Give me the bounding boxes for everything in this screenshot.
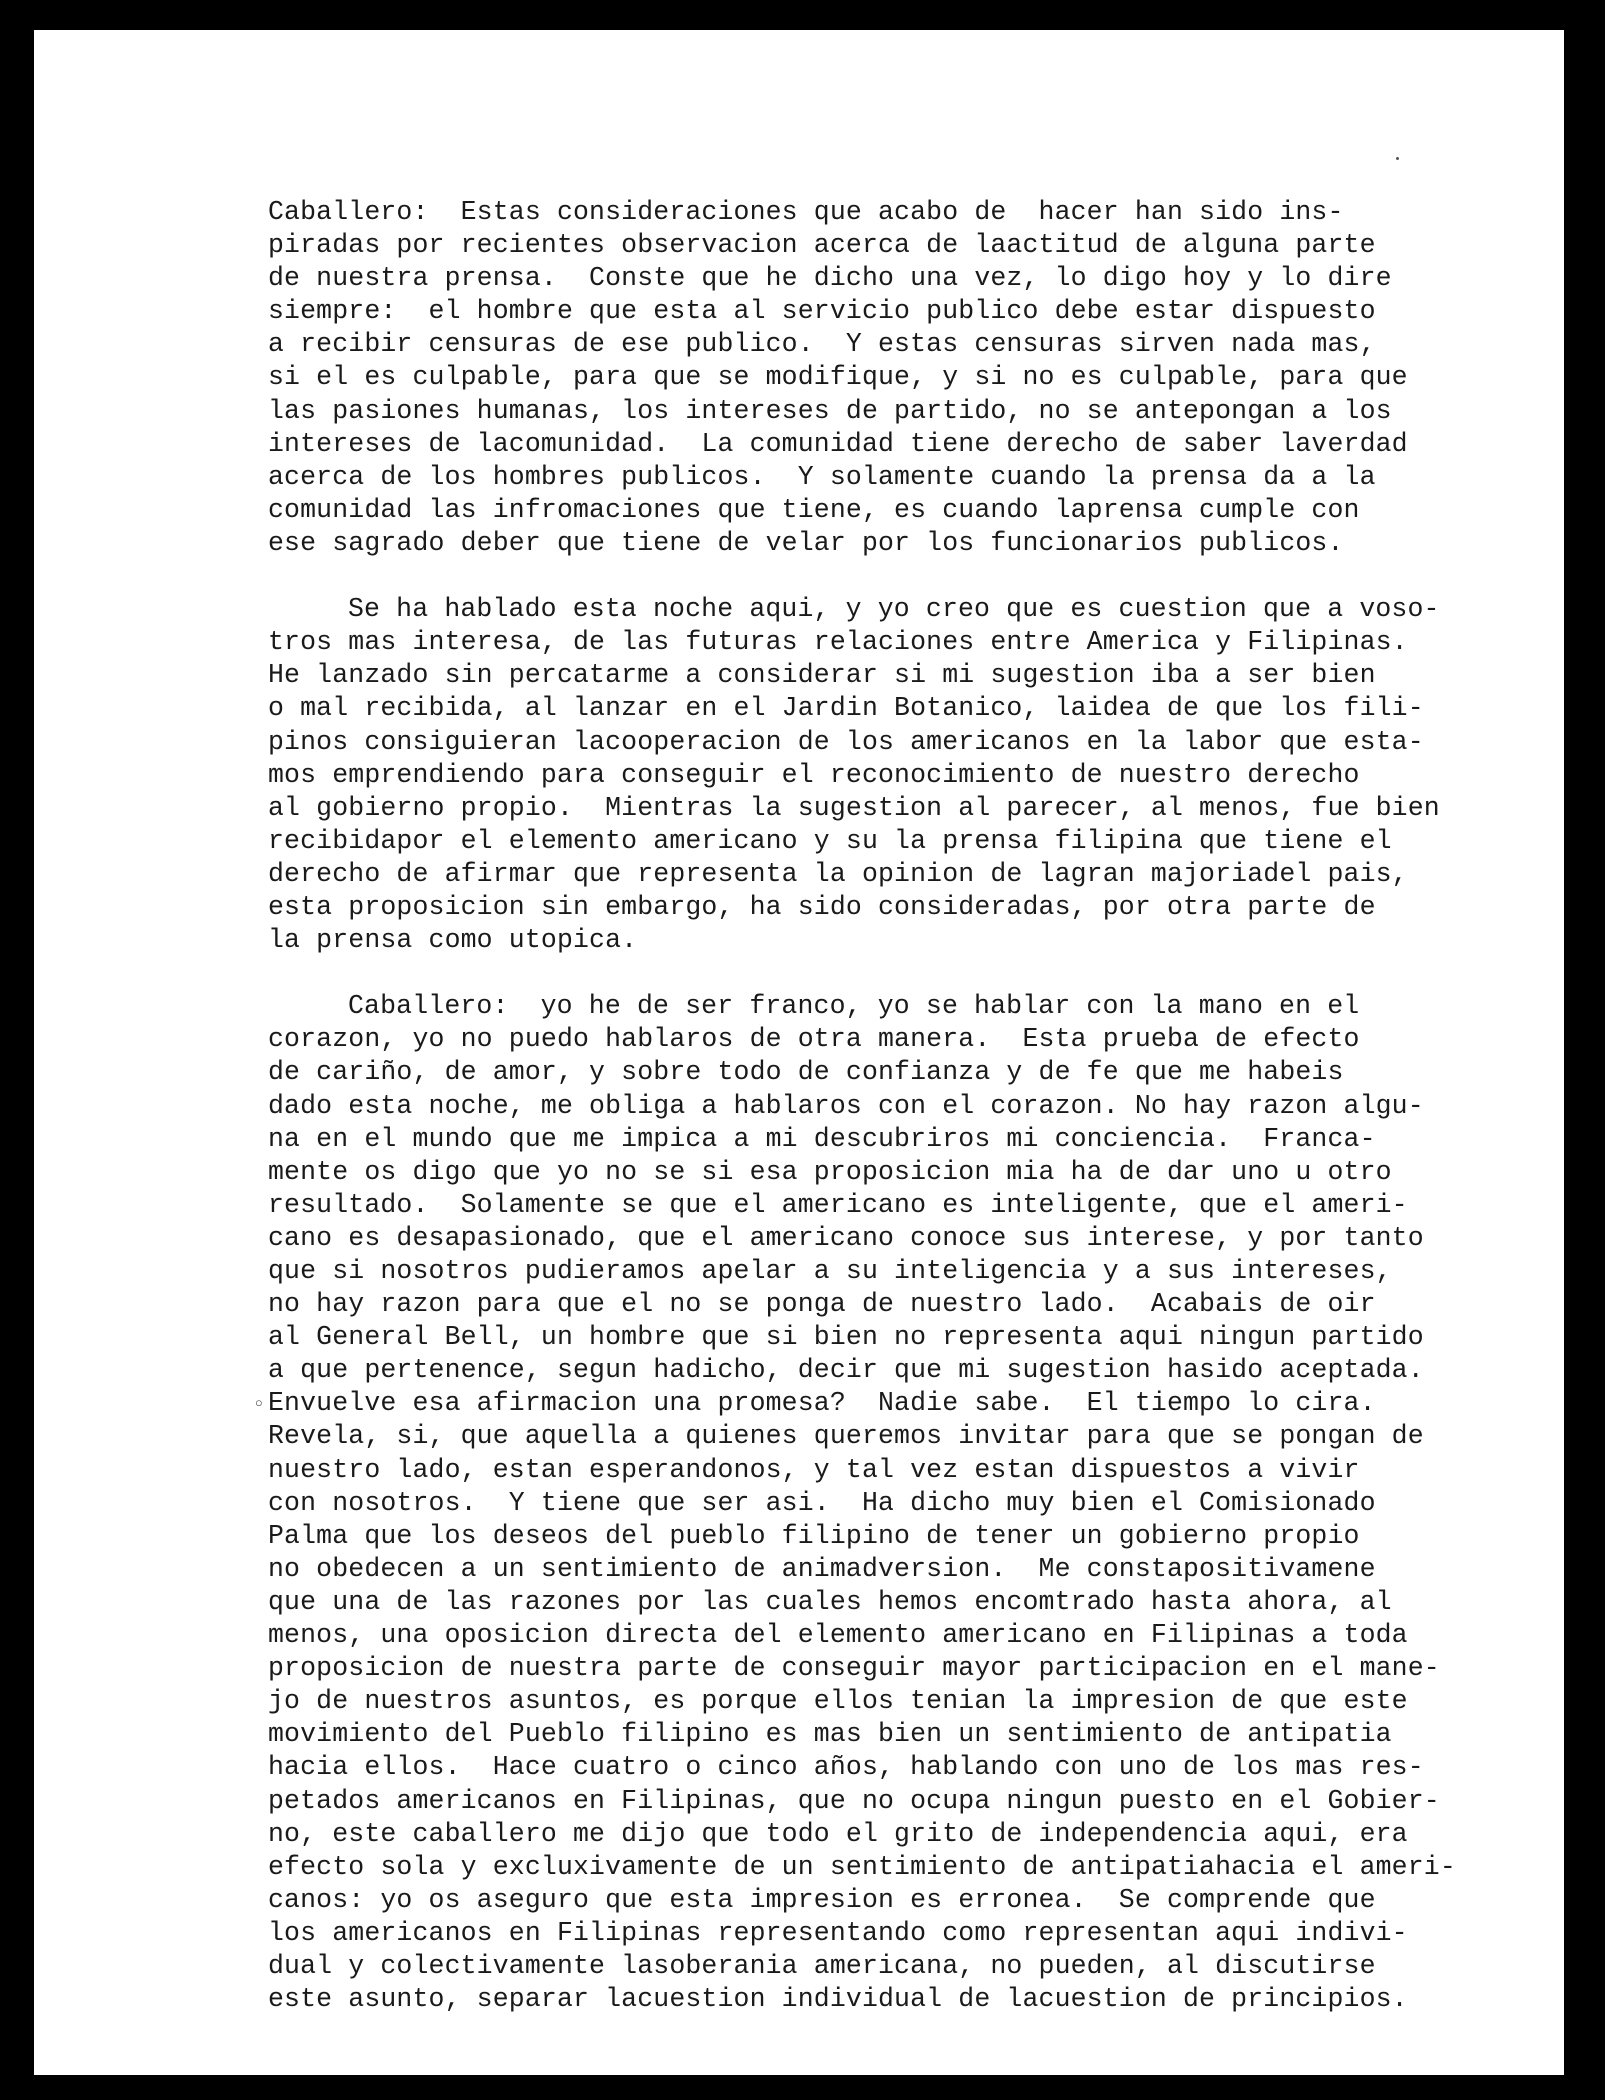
text-line: de nuestra prensa. Conste que he dicho una vez, lo digo hoy y lo dire [268, 263, 1392, 294]
paragraph-2 [268, 593, 1468, 957]
text-line: Palma que los deseos del pueblo filipino de tener un gobierno propio [268, 1520, 1360, 1551]
text-line: comunidad las infromaciones que tiene, es cuando laprensa cumple con [268, 494, 1360, 525]
text-line: cano es desapasionado, que el americano conoce sus interese, y por tanto [268, 1222, 1424, 1253]
text-line: tros mas interesa, de las futuras relaciones entre America y Filipinas. [268, 627, 1408, 658]
text-line: que si nosotros pudieramos apelar a su inteligencia y a sus intereses, [268, 1256, 1392, 1286]
text-line: efecto sola y excluxivamente de un sentimiento de antipatiahacia el ameri- [268, 1851, 1456, 1882]
text-line: jo de nuestros asuntos, es porque ellos tenian la impresion de que este [268, 1686, 1408, 1717]
text-line: este asunto, separar lacuestion individual de lacuestion de principios. [268, 1984, 1408, 2015]
text-line: menos, una oposicion directa del elemento americano en Filipinas a toda [268, 1620, 1408, 1651]
text-line: no obedecen a un sentimiento de animadversion. Me constapositivamene [268, 1553, 1376, 1584]
text-line: a que pertenence, segun hadicho, decir que mi sugestion hasido aceptada. [268, 1355, 1424, 1386]
text-line: petados americanos en Filipinas, que no ocupa ningun puesto en el Gobier- [268, 1785, 1440, 1816]
text-line: a recibir censuras de ese publico. Y estas censuras sirven nada mas, [268, 329, 1376, 360]
text-line: de cariño, de amor, y sobre todo de confianza y de fe que me habeis [268, 1057, 1344, 1088]
text-line: Caballero: yo he de ser franco, yo se hablar con la mano en el [348, 991, 1360, 1022]
paper-speck [1396, 157, 1399, 160]
text-line: los americanos en Filipinas representando como representan aqui indivi- [268, 1917, 1408, 1948]
text-line: al General Bell, un hombre que si bien no representa aqui ningun partido [268, 1322, 1424, 1353]
text-line: ese sagrado deber que tiene de velar por los funcionarios publicos. [268, 527, 1344, 558]
text-line: Se ha hablado esta noche aqui, y yo creo que es cuestion que a voso- [348, 594, 1440, 625]
text-line: na en el mundo que me impica a mi descubriros mi conciencia. Franca- [268, 1123, 1376, 1154]
text-line: dado esta noche, me obliga a hablaros con el corazon. No hay razon algu- [268, 1090, 1424, 1121]
text-line: que una de las razones por las cuales hemos encomtrado hasta ahora, al [268, 1586, 1392, 1617]
document-body [268, 196, 1468, 2016]
text-line: esta proposicion sin embargo, ha sido consideradas, por otra parte de [268, 891, 1376, 922]
text-line: no hay razon para que el no se ponga de nuestro lado. Acabais de oir [268, 1289, 1376, 1320]
text-line: siempre: el hombre que esta al servicio publico debe estar dispuesto [268, 296, 1376, 327]
text-line: Revela, si, que aquella a quienes queremos invitar para que se pongan de [268, 1421, 1424, 1452]
margin-mark: ○ [255, 1396, 263, 1411]
text-line: al gobierno propio. Mientras la sugestion al parecer, al menos, fue bien [268, 792, 1440, 823]
text-line: pinos consiguieran lacooperacion de los americanos en la labor que esta- [268, 726, 1424, 757]
text-line: Envuelve esa afirmacion una promesa? Nadie sabe. El tiempo lo cira. [268, 1388, 1376, 1419]
text-line: con nosotros. Y tiene que ser asi. Ha dicho muy bien el Comisionado [268, 1487, 1376, 1518]
text-line: hacia ellos. Hace cuatro o cinco años, hablando con uno de los mas res- [268, 1752, 1424, 1783]
text-line: proposicion de nuestra parte de conseguir mayor participacion en el mane- [268, 1653, 1440, 1684]
text-line: dual y colectivamente lasoberania americana, no pueden, al discutirse [268, 1950, 1376, 1981]
text-line: la prensa como utopica. [268, 925, 638, 956]
text-line: mos emprendiendo para conseguir el reconocimiento de nuestro derecho [268, 759, 1360, 790]
text-line: recibidapor el elemento americano y su la prensa filipina que tiene el [268, 825, 1392, 856]
text-line: nuestro lado, estan esperandonos, y tal vez estan dispuestos a vivir [268, 1454, 1360, 1485]
paragraph-1 [268, 196, 1468, 560]
text-line: no, este caballero me dijo que todo el grito de independencia aqui, era [268, 1818, 1408, 1849]
text-line: las pasiones humanas, los intereses de partido, no se antepongan a los [268, 395, 1392, 426]
text-line: canos: yo os aseguro que esta impresion es erronea. Se comprende que [268, 1884, 1376, 1915]
text-line: derecho de afirmar que representa la opinion de lagran majoriadel pais, [268, 858, 1408, 889]
text-line: acerca de los hombres publicos. Y solamente cuando la prensa da a la [268, 461, 1376, 492]
text-line: piradas por recientes observacion acerca de laactitud de alguna parte [268, 230, 1376, 261]
text-line: corazon, yo no puedo hablaros de otra manera. Esta prueba de efecto [268, 1024, 1360, 1055]
text-line: intereses de lacomunidad. La comunidad tiene derecho de saber laverdad [268, 428, 1408, 459]
text-line: si el es culpable, para que se modifique, y si no es culpable, para que [268, 362, 1408, 393]
paragraph-3 [268, 990, 1468, 2016]
text-line: Caballero: Estas consideraciones que acabo de hacer han sido ins- [268, 197, 1344, 227]
text-line: mente os digo que yo no se si esa proposicion mia ha de dar uno u otro [268, 1156, 1392, 1187]
text-line: He lanzado sin percatarme a considerar si mi sugestion iba a ser bien [268, 660, 1376, 691]
text-line: movimiento del Pueblo filipino es mas bien un sentimiento de antipatia [268, 1719, 1392, 1750]
text-line: resultado. Solamente se que el americano es inteligente, que el ameri- [268, 1189, 1408, 1220]
text-line: o mal recibida, al lanzar en el Jardin Botanico, laidea de que los fili- [268, 693, 1424, 724]
